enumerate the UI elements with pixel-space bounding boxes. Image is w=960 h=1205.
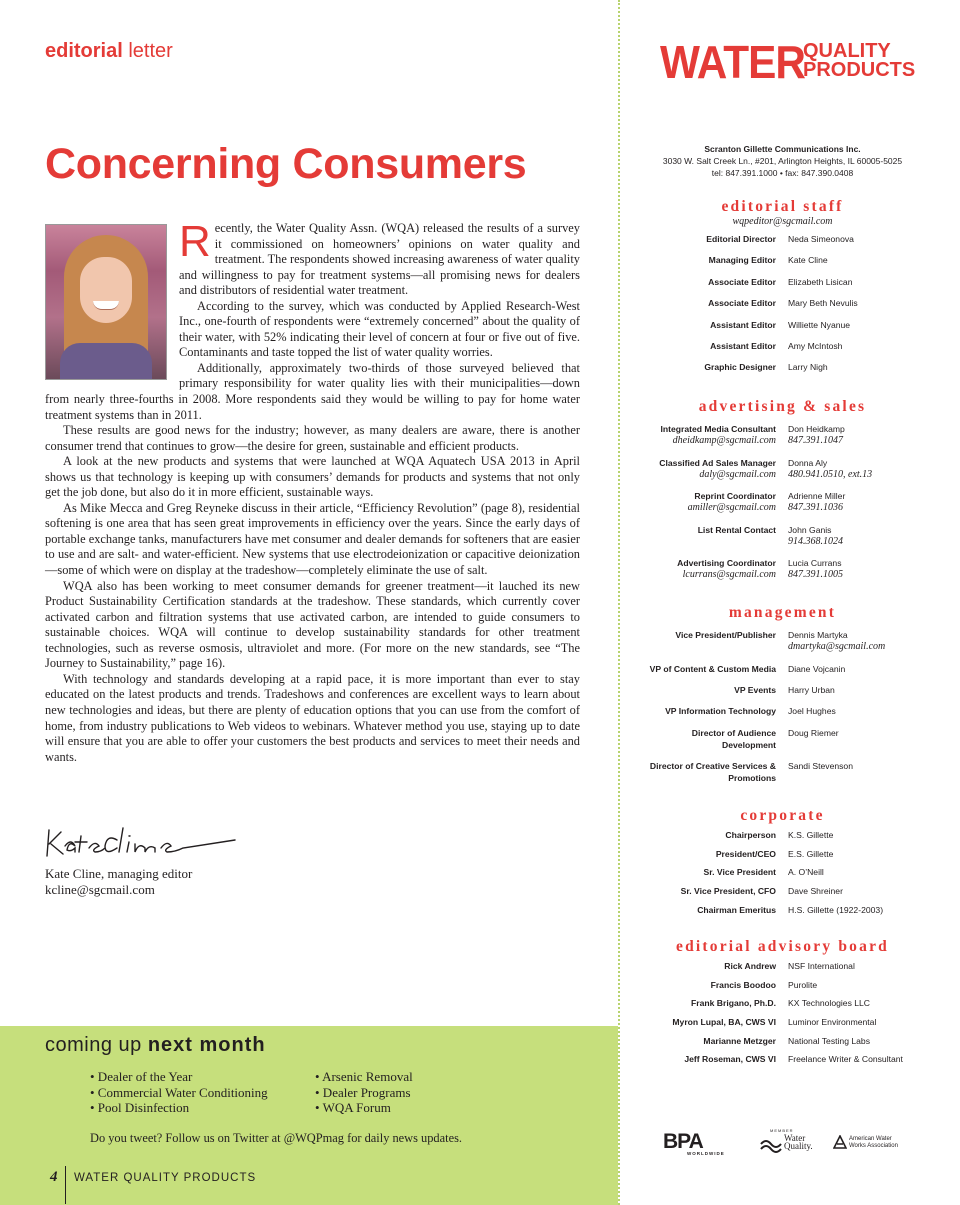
ad-row: Classified Ad Sales Manager Donna Aly daly@sgcmail.com 480.941.0510, ext.13 bbox=[659, 457, 873, 480]
publisher-info: Scranton Gillette Communications Inc. 3030 W. Salt Creek Ln., #201, Arlington Heights, IL 60005-5025 tel: 847.391.1000 • fax: 847.390.0408 bbox=[662, 144, 903, 178]
paragraph: According to the survey, which was conducted by Applied Research-West Inc., one-fourth of respondents were “extremely concerned” about the quality of their water, with 52% indicating their level of concern at four or five out of five. Contaminants and taste topped the list of water quality worries. bbox=[179, 298, 580, 360]
paragraph: With technology and standards developing at a rapid pace, it is more important than ever to stay educated on the latest products and trends. Tradeshows and conferences are excellent ways to learn about new technologies and ideas, but there are plenty of education options that you can use from the comfort of home, from industry publications to Web videos to webinars. Whatever method you use, staying up to date will ensure that you are able to offer your customers the best products and services to meet their needs and wants. bbox=[45, 671, 580, 764]
advisory-board-section bbox=[640, 938, 940, 1072]
author-signoff bbox=[45, 866, 192, 898]
corporate-row: President/CEO E.S. Gillette bbox=[715, 848, 834, 859]
coming-up-title: coming up next month bbox=[45, 1034, 266, 1056]
list-item: • Commercial Water Conditioning bbox=[90, 1084, 268, 1100]
corporate-row: Chairman Emeritus H.S. Gillette (1922-2003) bbox=[697, 904, 884, 915]
staff-row: Assistant Editor Williette Nyanue bbox=[710, 319, 851, 330]
coming-up-list-right bbox=[315, 1069, 413, 1116]
advisory-row: Jeff Roseman, CWS VI Freelance Writer & Consultant bbox=[684, 1054, 903, 1065]
corporate-row: Sr. Vice President, CFO Dave Shreiner bbox=[680, 886, 843, 897]
management-row: Vice President/Publisher Dennis Martyka dmartyka@sgcmail.com bbox=[675, 630, 886, 652]
advisory-row: Rick Andrew NSF International bbox=[724, 961, 855, 971]
management-row: VP of Content & Custom Media Diane Vojcanin bbox=[649, 663, 846, 674]
advertising-section bbox=[640, 398, 940, 591]
publication-name: WATER QUALITY PRODUCTS bbox=[74, 1172, 257, 1184]
staff-row: Associate Editor Mary Beth Nevulis bbox=[708, 298, 858, 309]
water-quality-association-logo: MEMBER Water Quality. bbox=[760, 1132, 825, 1154]
ad-row: Reprint Coordinator Adrienne Miller amiller@sgcmail.com 847.391.1036 bbox=[687, 491, 846, 513]
paragraph: WQA also has been working to meet consumer demands for greener treatment—it lauched its new Product Sustainability Certification standards at the tradeshow. These standards, which currently cover activated carbon and filtration systems that use activated carbon, are intended to guide consumers to sustainable choices. WQA will continue to develop sustainability standards for other treatment technologies, such as reverse osmosis, ultraviolet and more. (For more on the new standards, see “The Journey to Sustainability,” page 16). bbox=[45, 578, 580, 671]
signature bbox=[45, 822, 245, 862]
corporate-section bbox=[640, 807, 940, 922]
ad-row: List Rental Contact John Ganis 914.368.1024 bbox=[697, 524, 843, 547]
staff-row: Assistant Editor Amy McIntosh bbox=[710, 340, 843, 351]
folio-rule bbox=[65, 1166, 66, 1204]
page-title: Concerning Consumers bbox=[45, 140, 527, 188]
management-row: Director of Audience Development Doug Riemer bbox=[691, 727, 839, 750]
advisory-row: Francis Boodoo Purolite bbox=[710, 979, 818, 990]
awwa-logo: American Water Works Association bbox=[833, 1134, 905, 1152]
bpa-logo-subtitle: WORLDWIDE bbox=[687, 1151, 725, 1156]
list-item: • Pool Disinfection bbox=[90, 1100, 190, 1115]
editorial-staff-section bbox=[640, 198, 940, 383]
advisory-row: Frank Brigano, Ph.D. KX Technologies LLC bbox=[691, 998, 871, 1009]
corporate-row: Chairperson K.S. Gillette bbox=[725, 830, 834, 840]
staff-row: Graphic Designer Larry Nigh bbox=[704, 362, 828, 373]
ad-row: Integrated Media Consultant Don Heidkamp dheidkamp@sgcmail.com 847.391.1047 bbox=[660, 424, 845, 446]
coming-up-list-left bbox=[90, 1069, 268, 1116]
bpa-logo: BPA bbox=[663, 1130, 703, 1153]
paragraph: As Mike Mecca and Greg Reyneke discuss in their article, “Efficiency Revolution” (page 8), residential softening is one area that has seen great improvements in efficiency over the years. Since the early days of portable exchange tanks, manufacturers have met consumer and dealer demands for softeners that are easier to use and are salt- and water-efficient. New systems that use electrodeionization or capacitive deionization—some of which were on display at the tradeshow—completely eliminate the use of salt. bbox=[45, 500, 580, 578]
management-row: VP Information Technology Joel Hughes bbox=[665, 706, 836, 717]
publication-logo: WATER QUALITY PRODUCTS bbox=[660, 36, 916, 88]
corporate-row: Sr. Vice President A. O’Neill bbox=[703, 867, 824, 878]
section-label: editorial letter bbox=[45, 40, 173, 62]
section-heading: advertising & sales bbox=[698, 398, 867, 415]
staff-row: Editorial Director Neda Simeonova bbox=[706, 234, 854, 244]
coming-up-band bbox=[0, 1026, 618, 1205]
list-item: • Dealer Programs bbox=[315, 1084, 411, 1100]
list-item: • Dealer of the Year bbox=[90, 1069, 193, 1084]
ad-row: Advertising Coordinator Lucia Currans lcurrans@sgcmail.com 847.391.1005 bbox=[677, 558, 843, 580]
paragraph: Recently, the Water Quality Assn. (WQA) released the results of a survey it commissioned on homeowners’ opinions on water quality and treatment. The respondents showed increasing awareness of water quality and willingness to pay for treatment systems—all promising news for dealers and distributors of residential water treatment. bbox=[179, 217, 580, 298]
management-row: VP Events Harry Urban bbox=[734, 684, 835, 695]
list-item: • Arsenic Removal bbox=[315, 1069, 413, 1084]
author-email[interactable]: kcline@sgcmail.com bbox=[45, 882, 155, 897]
drop-cap: R bbox=[179, 217, 211, 266]
article-body bbox=[45, 217, 580, 765]
staff-row: Managing Editor Kate Cline bbox=[708, 255, 828, 266]
paragraph: Additionally, approximately two-thirds of those surveyed believed that primary responsibility for water quality lies with their municipalities—down from nearly three-fourths in 2008. More respondents said they would be willing to pay for home water treatment systems than in 2011. bbox=[45, 360, 580, 422]
management-section bbox=[640, 604, 940, 794]
staff-row: Associate Editor Elizabeth Lisican bbox=[708, 276, 853, 287]
paragraph: These results are good news for the industry; however, as many dealers are aware, there is another consumer trend that continues to grow—the desire for green, sustainable and efficient products. bbox=[45, 423, 580, 453]
section-heading: editorial advisory board bbox=[676, 938, 889, 955]
section-heading: corporate bbox=[740, 807, 825, 824]
advisory-row: Myron Lupal, BA, CWS VI Luminor Environmental bbox=[672, 1017, 877, 1028]
page-number: 4 bbox=[50, 1169, 58, 1185]
management-row: Director of Creative Services & Promotions Sandi Stevenson bbox=[649, 761, 853, 784]
section-heading: editorial staff bbox=[721, 198, 844, 215]
author-line: Kate Cline, managing editor bbox=[45, 866, 193, 881]
advisory-row: Marianne Metzger National Testing Labs bbox=[703, 1035, 871, 1046]
paragraph: A look at the new products and systems that were launched at WQA Aquatech USA 2013 in April shows us that technology is keeping up with consumers’ demands for products and systems that not only get the job done, but also do it in more efficient, sustainable ways. bbox=[45, 454, 580, 500]
list-item: • WQA Forum bbox=[315, 1100, 391, 1115]
section-heading: management bbox=[728, 604, 837, 621]
staff-email[interactable]: wqpeditor@sgcmail.com bbox=[732, 216, 833, 227]
twitter-note: Do you tweet? Follow us on Twitter at @WQPmag for daily news updates. bbox=[90, 1131, 462, 1145]
